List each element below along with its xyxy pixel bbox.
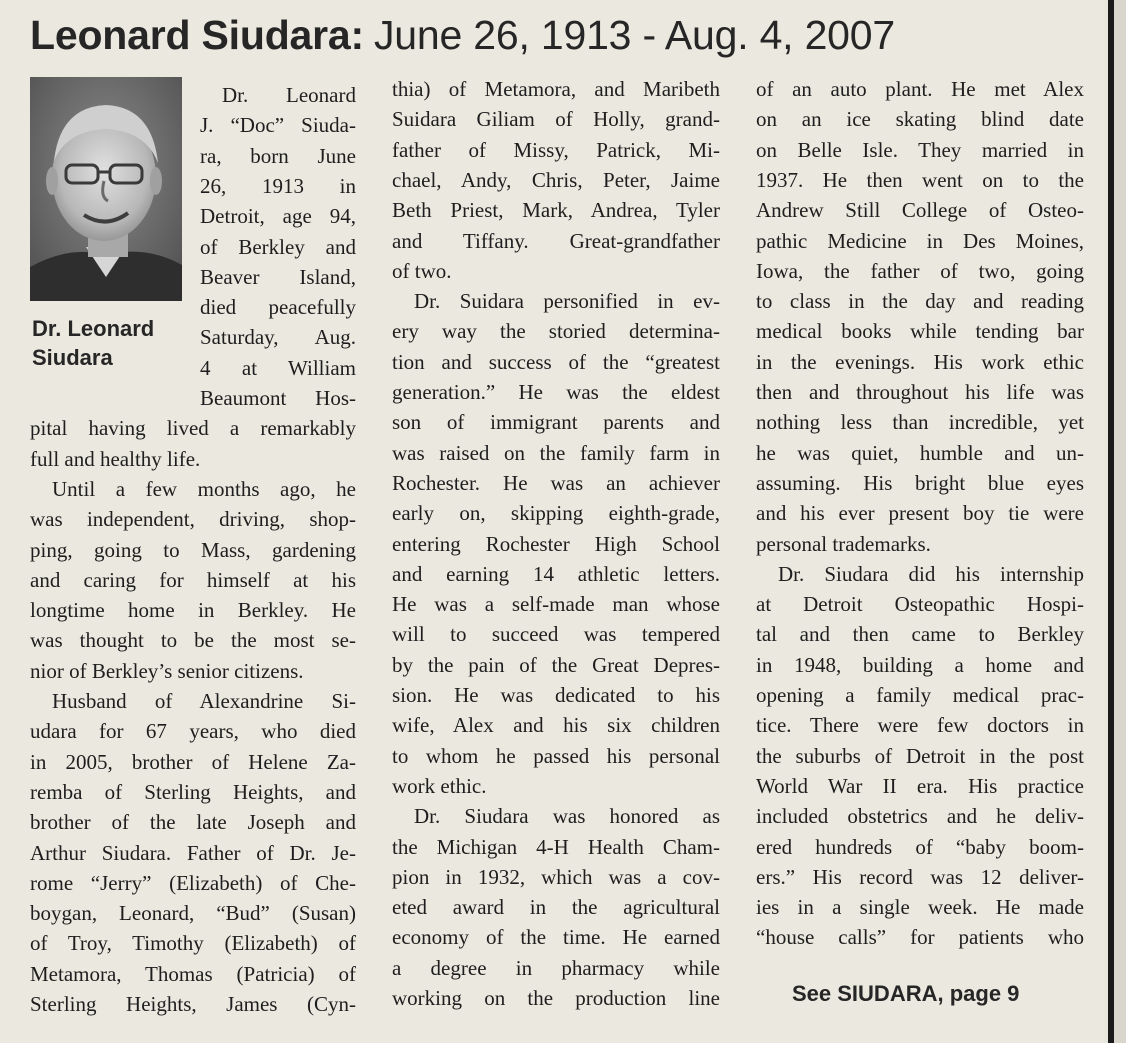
headline: [30, 8, 1090, 62]
text-line: Dr. Siudara was honored as: [414, 804, 720, 828]
text-line: Dr. Leonard: [222, 83, 356, 107]
text-line: to class in the day and reading: [756, 289, 1084, 313]
text-line: on an ice skating blind date: [756, 107, 1084, 131]
text-line: boygan, Leonard, “Bud” (Susan): [30, 901, 356, 925]
headline-dates: June 26, 1913 - Aug. 4, 2007: [373, 12, 895, 58]
text-line: of an auto plant. He met Alex: [756, 77, 1084, 101]
text-line: tion and success of the “greatest: [392, 350, 720, 374]
text-line: Rochester. He was an achiever: [392, 471, 720, 495]
text-line: early on, skipping eighth-grade,: [392, 501, 720, 525]
text-line: in 1948, building a home and: [756, 653, 1084, 677]
text-line: of two.: [392, 259, 452, 283]
text-line: nior of Berkley’s senior citizens.: [30, 659, 304, 683]
text-line: Dr. Siudara did his internship: [778, 562, 1084, 586]
text-line: longtime home in Berkley. He: [30, 598, 356, 622]
text-line: tal and then came to Berkley: [756, 622, 1084, 646]
text-line: “house calls” for patients who: [756, 925, 1084, 949]
text-line: 26, 1913 in: [200, 174, 356, 198]
text-line: Iowa, the father of two, going: [756, 259, 1084, 283]
text-line: was thought to be the most se-: [30, 628, 356, 652]
photo-caption: [32, 314, 192, 372]
text-line: will to succeed was tempered: [392, 622, 720, 646]
text-line: Detroit, age 94,: [200, 204, 356, 228]
text-line: Sterling Heights, James (Cyn-: [30, 992, 356, 1016]
text-line: nothing less than incredible, yet: [756, 410, 1084, 434]
text-line: Arthur Siudara. Father of Dr. Je-: [30, 841, 356, 865]
text-line: thia) of Metamora, and Maribeth: [392, 77, 720, 101]
text-line: died peacefully: [200, 295, 356, 319]
text-line: ers.” His record was 12 deliver-: [756, 865, 1084, 889]
text-line: in 2005, brother of Helene Za-: [30, 750, 356, 774]
text-line: pion in 1932, which was a cov-: [392, 865, 720, 889]
text-line: work ethic.: [392, 774, 487, 798]
text-line: of Berkley and: [200, 235, 356, 259]
text-line: son of immigrant parents and: [392, 410, 720, 434]
text-line: to whom he passed his personal: [392, 744, 720, 768]
text-line: on Belle Isle. They married in: [756, 138, 1084, 162]
photo-caption-line2: Siudara: [32, 345, 113, 370]
text-line: sion. He was dedicated to his: [392, 683, 720, 707]
text-line: the suburbs of Detroit in the post: [756, 744, 1084, 768]
text-line: the Michigan 4-H Health Cham-: [392, 835, 720, 859]
text-line: ra, born June: [200, 144, 356, 168]
text-line: and caring for himself at his: [30, 568, 356, 592]
text-line: economy of the time. He earned: [392, 925, 720, 949]
text-line: assuming. His bright blue eyes: [756, 471, 1084, 495]
text-line: at Detroit Osteopathic Hospi-: [756, 592, 1084, 616]
text-line: Beaumont Hos-: [200, 386, 356, 410]
text-line: tice. There were few doctors in: [756, 713, 1084, 737]
text-line: full and healthy life.: [30, 447, 201, 471]
text-line: working on the production line: [392, 986, 720, 1010]
text-line: Beaver Island,: [200, 265, 356, 289]
text-line: opening a family medical prac-: [756, 683, 1084, 707]
text-line: wife, Alex and his six children: [392, 713, 720, 737]
text-line: J. “Doc” Siuda-: [200, 113, 356, 137]
text-line: of Troy, Timothy (Elizabeth) of: [30, 931, 356, 955]
headline-name: Leonard Siudara:: [30, 12, 364, 58]
text-line: ping, going to Mass, gardening: [30, 538, 356, 562]
text-line: pathic Medicine in Des Moines,: [756, 229, 1084, 253]
text-line: and his ever present boy tie were: [756, 501, 1084, 525]
photo-caption-line1: Dr. Leonard: [32, 316, 155, 341]
text-line: pital having lived a remarkably: [30, 416, 356, 440]
text-line: was independent, driving, shop-: [30, 507, 356, 531]
text-line: in the evenings. His work ethic: [756, 350, 1084, 374]
text-line: and earning 14 athletic letters.: [392, 562, 720, 586]
text-line: Beth Priest, Mark, Andrea, Tyler: [392, 198, 720, 222]
text-line: entering Rochester High School: [392, 532, 720, 556]
text-line: udara for 67 years, who died: [30, 719, 356, 743]
text-line: Metamora, Thomas (Patricia) of: [30, 962, 356, 986]
text-line: generation.” He was the eldest: [392, 380, 720, 404]
text-line: Dr. Suidara personified in ev-: [414, 289, 720, 313]
text-line: chael, Andy, Chris, Peter, Jaime: [392, 168, 720, 192]
text-line: was raised on the family farm in: [392, 441, 720, 465]
text-line: a degree in pharmacy while: [392, 956, 720, 980]
text-line: Andrew Still College of Osteo-: [756, 198, 1084, 222]
text-line: father of Missy, Patrick, Mi-: [392, 138, 720, 162]
text-line: 1937. He then went on to the: [756, 168, 1084, 192]
text-line: ies in a single week. He made: [756, 895, 1084, 919]
text-line: and Tiffany. Great-grandfather: [392, 229, 720, 253]
text-line: eted award in the agricultural: [392, 895, 720, 919]
text-line: then and throughout his life was: [756, 380, 1084, 404]
text-line: ered hundreds of “baby boom-: [756, 835, 1084, 859]
text-line: ery way the storied determina-: [392, 319, 720, 343]
text-line: 4 at William: [200, 356, 356, 380]
text-line: he was quiet, humble and un-: [756, 441, 1084, 465]
text-line: medical books while tending bar: [756, 319, 1084, 343]
text-line: Saturday, Aug.: [200, 325, 356, 349]
text-line: He was a self-made man whose: [392, 592, 720, 616]
continuation-link[interactable]: See SIUDARA, page 9: [792, 981, 1020, 1006]
text-line: remba of Sterling Heights, and: [30, 780, 356, 804]
text-line: Until a few months ago, he: [52, 477, 356, 501]
portrait-photo: [30, 77, 182, 301]
text-line: brother of the late Joseph and: [30, 810, 356, 834]
text-line: Suidara Giliam of Holly, grand-: [392, 107, 720, 131]
text-line: World War II era. His practice: [756, 774, 1084, 798]
text-line: Husband of Alexandrine Si-: [52, 689, 356, 713]
text-line: by the pain of the Great Depres-: [392, 653, 720, 677]
page-margin: [1114, 0, 1126, 1043]
text-line: rome “Jerry” (Elizabeth) of Che-: [30, 871, 356, 895]
text-line: personal trademarks.: [756, 532, 931, 556]
text-line: included obstetrics and he deliv-: [756, 804, 1084, 828]
